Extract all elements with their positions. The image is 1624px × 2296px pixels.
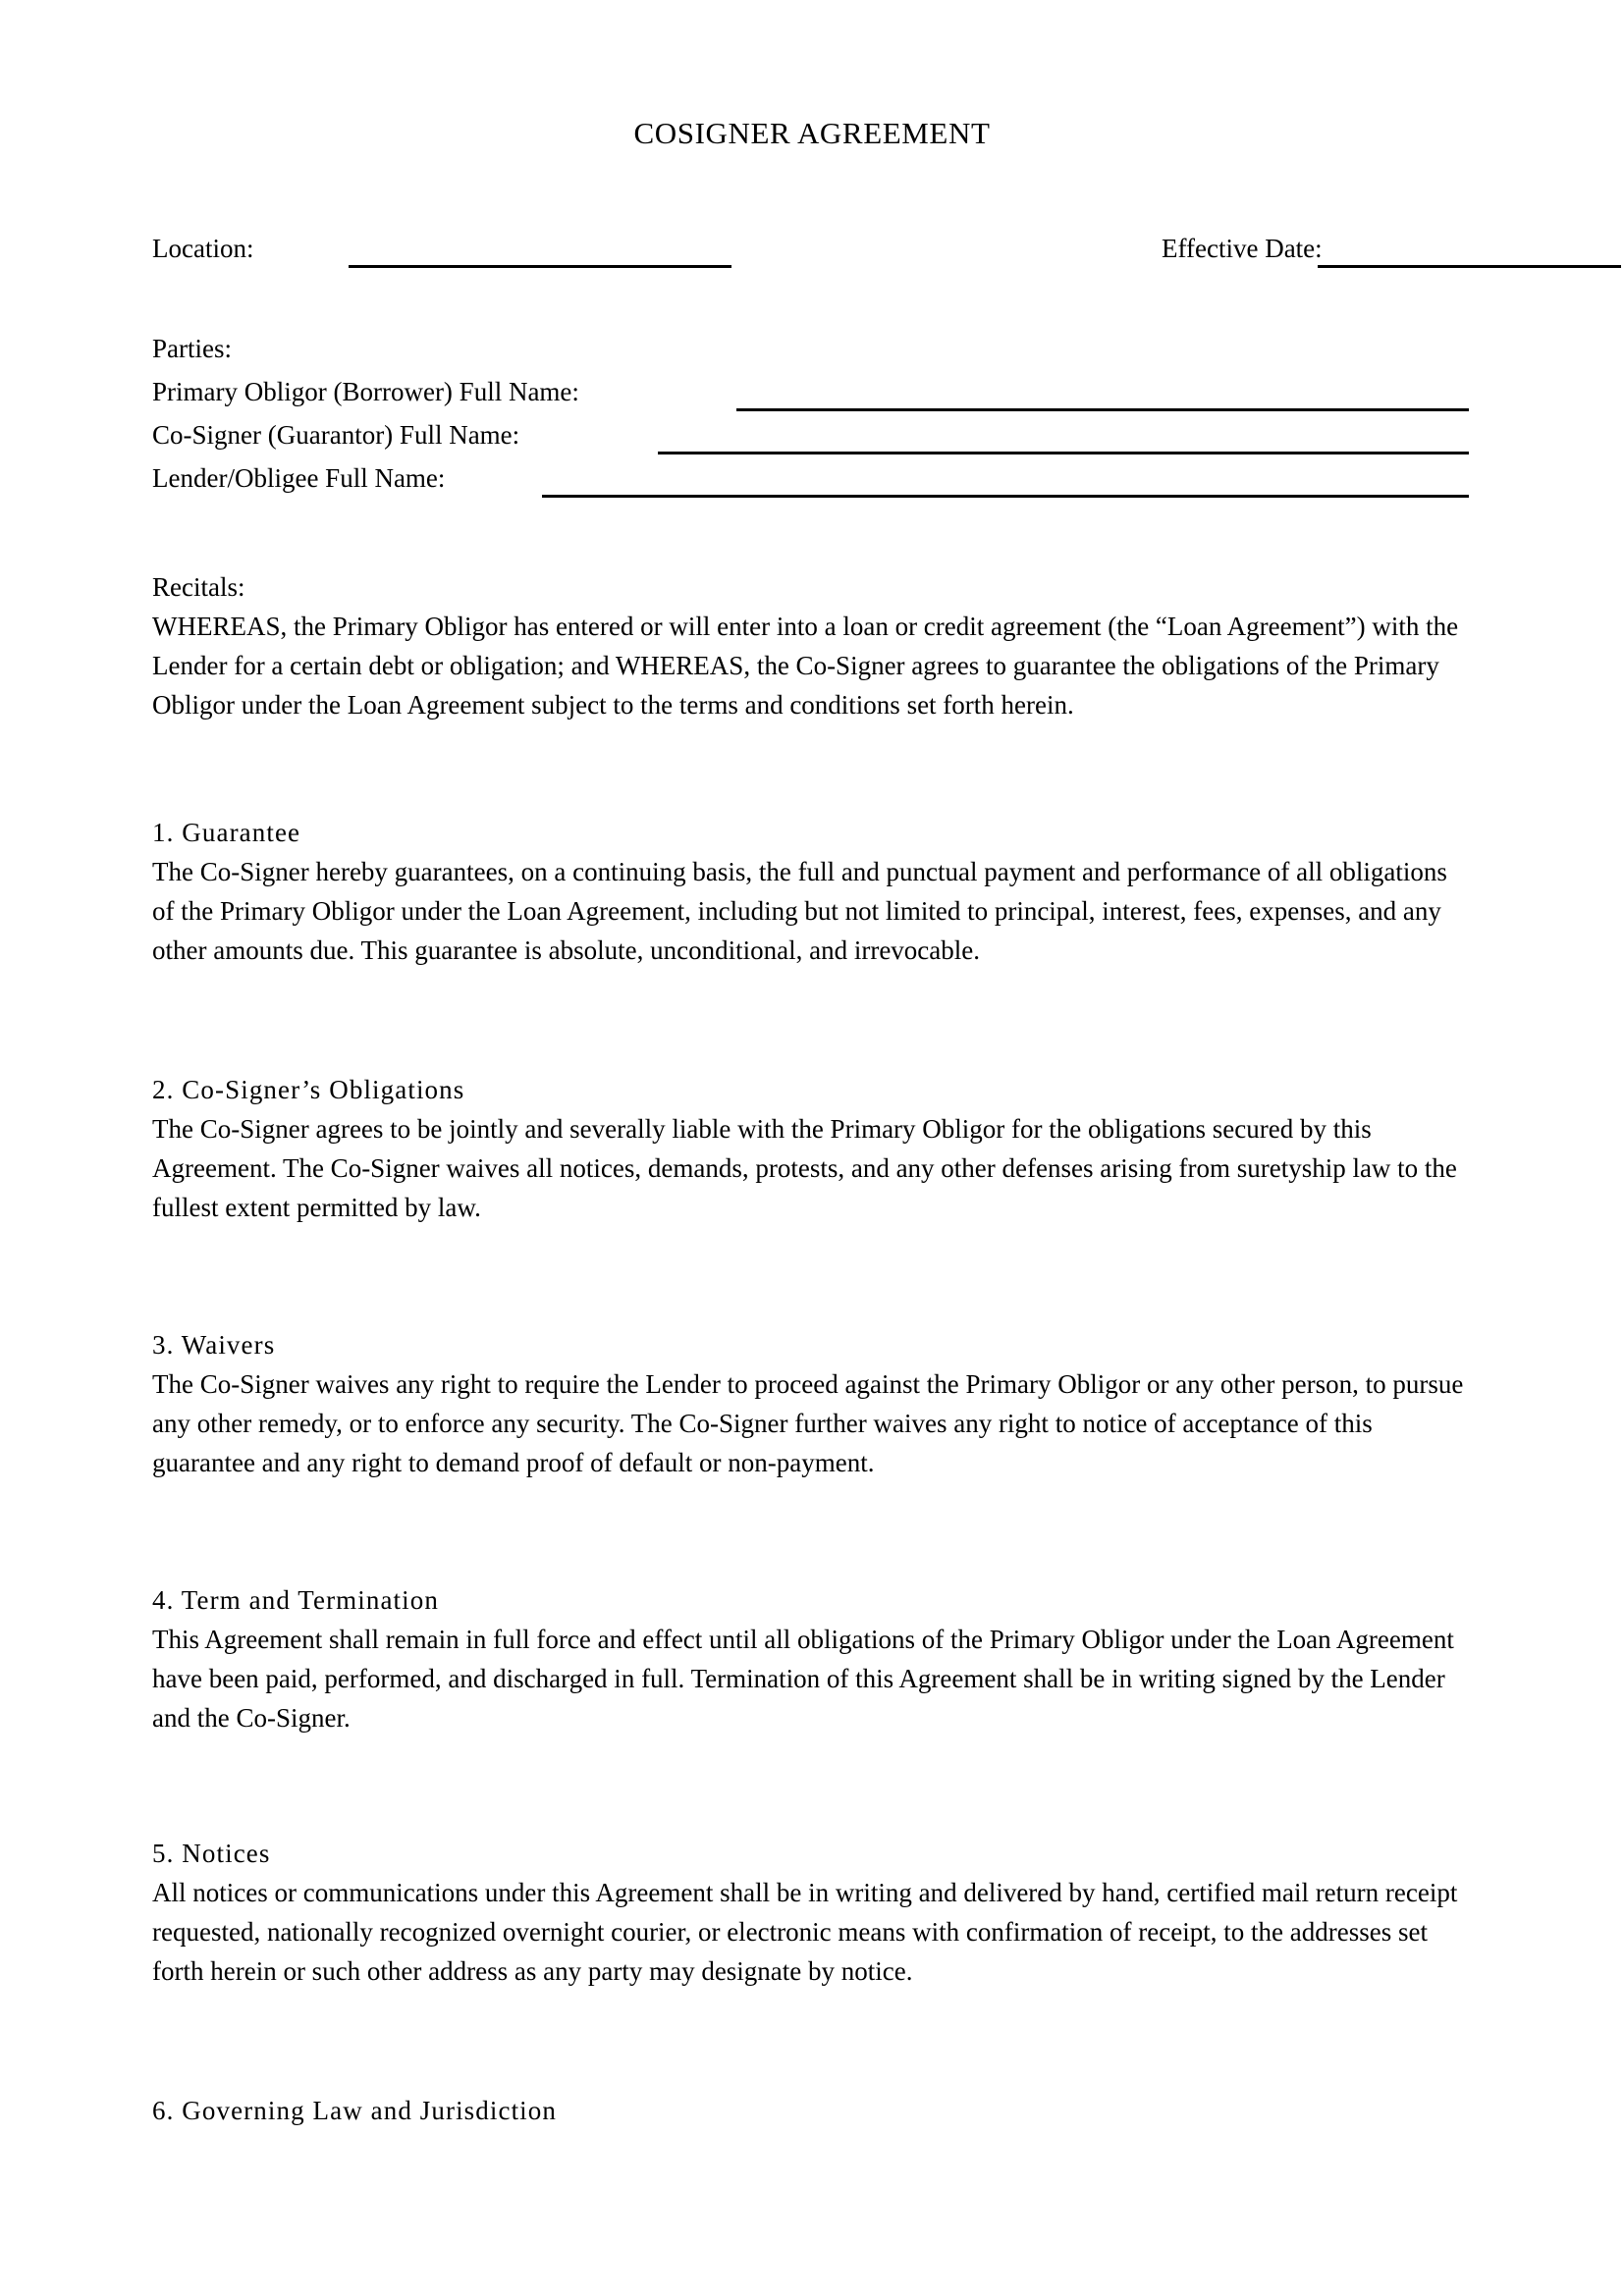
section-5-text: All notices or communications under this Agreement shall be in writing and delivered by hand, certified mail return receipt requested, nationally recognized overnight courier, or electronic means with confirmation of receipt, to the addresses set forth herein or such other address as any party may designate by notice. bbox=[152, 1878, 1458, 1986]
recitals-heading: Recitals: bbox=[152, 572, 245, 602]
section-4-text: This Agreement shall remain in full force and effect until all obligations of the Primary Obligor under the Loan Agreement have been paid, performed, and discharged in full. Termination of this Agreement shall be in writing signed by the Lender and the Co-Signer. bbox=[152, 1625, 1454, 1733]
primary-obligor-input-rule[interactable] bbox=[736, 408, 1469, 411]
parties-heading-row bbox=[152, 329, 1469, 372]
recitals-section bbox=[152, 567, 1469, 724]
section-1-heading: 1. Guarantee bbox=[152, 818, 301, 847]
effective-date-input-rule[interactable] bbox=[1318, 265, 1621, 268]
recitals-text: WHEREAS, the Primary Obligor has entered or will enter into a loan or credit agreement (the “Loan Agreement”) with the Lender for a certain debt or obligation; and WHEREAS, the Co-Signer agrees to guarantee the obligations of the Primary Obligor under the Loan Agreement subject to the terms and conditions set forth herein. bbox=[152, 612, 1459, 720]
effective-date-label: Effective Date: bbox=[1162, 234, 1323, 263]
header-fields-row bbox=[152, 229, 1469, 272]
section-6-heading: 6. Governing Law and Jurisdiction bbox=[152, 2096, 557, 2125]
party-row-cosigner bbox=[152, 415, 1469, 458]
section-6-governing-law-and-jurisdiction bbox=[152, 2091, 1469, 2130]
party-row-lender bbox=[152, 458, 1469, 502]
party-row-primary-obligor bbox=[152, 372, 1469, 415]
section-4-heading: 4. Term and Termination bbox=[152, 1585, 439, 1615]
lender-input-rule[interactable] bbox=[542, 495, 1469, 498]
section-3-text: The Co-Signer waives any right to require the Lender to proceed against the Primary Obligor or any other person, to pursue any other remedy, or to enforce any security. The Co-Signer further waives any right to notice of acceptance of this guarantee and any right to demand proof of default or non-payment. bbox=[152, 1369, 1464, 1477]
section-2-heading: 2. Co-Signer’s Obligations bbox=[152, 1075, 465, 1104]
page-title: COSIGNER AGREEMENT bbox=[633, 116, 991, 150]
section-2-cosigner-obligations bbox=[152, 1070, 1469, 1227]
lender-label: Lender/Obligee Full Name: bbox=[152, 463, 446, 493]
section-1-text: The Co-Signer hereby guarantees, on a continuing basis, the full and punctual payment and performance of all obligations of the Primary Obligor under the Loan Agreement, including but not limited to principal, interest, fees, expenses, and any other amounts due. This guarantee is absolute, unconditional, and irrevocable. bbox=[152, 857, 1447, 965]
cosigner-label: Co-Signer (Guarantor) Full Name: bbox=[152, 420, 520, 450]
section-5-notices bbox=[152, 1834, 1469, 1991]
section-3-heading: 3. Waivers bbox=[152, 1330, 276, 1360]
parties-block bbox=[152, 329, 1469, 502]
section-4-term-and-termination bbox=[152, 1580, 1469, 1737]
location-input-rule[interactable] bbox=[349, 265, 731, 268]
cosigner-input-rule[interactable] bbox=[658, 452, 1469, 454]
section-1-guarantee bbox=[152, 813, 1469, 970]
parties-heading: Parties: bbox=[152, 334, 232, 363]
primary-obligor-label: Primary Obligor (Borrower) Full Name: bbox=[152, 377, 579, 406]
section-3-waivers bbox=[152, 1325, 1469, 1482]
location-label: Location: bbox=[152, 234, 254, 263]
section-5-heading: 5. Notices bbox=[152, 1839, 271, 1868]
section-2-text: The Co-Signer agrees to be jointly and severally liable with the Primary Obligor for the obligations secured by this Agreement. The Co-Signer waives all notices, demands, protests, and any other defenses arising from suretyship law to the fullest extent permitted by law. bbox=[152, 1114, 1457, 1222]
